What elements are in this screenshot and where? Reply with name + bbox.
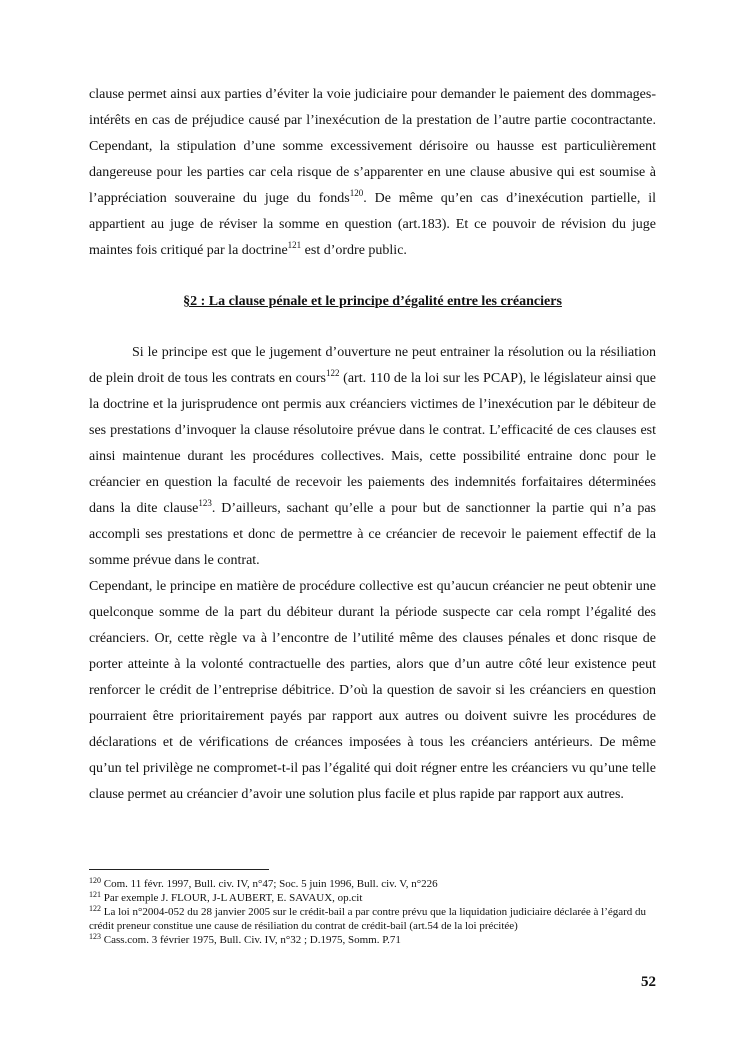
- footnote-separator: [89, 869, 269, 870]
- section-heading: §2 : La clause pénale et le principe d’égalité entre les créanciers: [183, 294, 562, 309]
- footnote-123: [89, 933, 656, 947]
- footnote-number: 123: [89, 932, 101, 941]
- footnote-ref: 123: [198, 498, 212, 508]
- text-run: Si le principe est que le jugement d’ouverture ne peut entrainer la résolution ou la résiliation de plein droit de tous les contrats en cours: [89, 345, 656, 386]
- page-number: 52: [641, 974, 656, 990]
- footnote-ref: 122: [326, 368, 340, 378]
- footnote-number: 121: [89, 890, 101, 899]
- footnote-number: 122: [89, 904, 101, 913]
- footnote-number: 120: [89, 876, 101, 885]
- text-run: est d’ordre public.: [301, 243, 407, 258]
- footnote-text: Par exemple J. FLOUR, J-L AUBERT, E. SAVAUX, op.cit: [101, 892, 363, 904]
- footnotes: [89, 877, 656, 947]
- footnote-text: La loi n°2004-052 du 28 janvier 2005 sur le crédit-bail a par contre prévu que la liquidation judiciaire déclarée à l’égard du crédit preneur constitue une cause de résiliation du contrat de crédit-bail (art.54 de la loi précitée): [89, 906, 647, 932]
- footnote-text: Cass.com. 3 février 1975, Bull. Civ. IV, n°32 ; D.1975, Somm. P.71: [101, 934, 401, 946]
- text-run: clause permet ainsi aux parties d’éviter la voie judiciaire pour demander le paiement des dommages-intérêts en cas de préjudice causé par l’inexécution de la prestation de l’autre partie cocontractante. Cependant, la stipulation d’une somme excessivement dérisoire ou hausse est particulièrement dangereuse pour les parties car cela risque de s’apparenter en une clause abusive qui est soumise à l’appréciation souveraine du juge du fonds: [89, 87, 656, 206]
- paragraph-clause-penale-revision: [89, 82, 656, 264]
- footnote-120: [89, 877, 656, 891]
- paragraph-jugement-ouverture: [89, 340, 656, 574]
- footnote-ref: 121: [287, 240, 302, 250]
- paragraph-egalite-creanciers: Cependant, le principe en matière de procédure collective est qu’aucun créancier ne peut obtenir une quelconque somme de la part du débiteur durant la période suspecte car cela rompt l’égalité des créanciers. Or, cette règle va à l’encontre de l’utilité même des clauses pénales et donc risque de porter atteinte à la volonté contractuelle des parties, alors que d’un autre côté leur existence peut renforcer le crédit de l’entreprise débitrice. D’où la question de savoir si les créanciers en question pourraient être prioritairement payés par rapport aux autres ou doivent suivre les procédures de déclarations et de vérifications de créances imposées à tous les créanciers antérieurs. De même qu’un tel privilège ne compromet-t-il pas l’égalité qui doit régner entre les créanciers vu qu’une telle clause permet au créancier d’avoir une solution plus facile et plus rapide par rapport aux autres.: [89, 579, 656, 802]
- footnote-text: Com. 11 févr. 1997, Bull. civ. IV, n°47; Soc. 5 juin 1996, Bull. civ. V, n°226: [101, 878, 438, 890]
- footnote-ref: 120: [349, 188, 364, 198]
- text-run: . D’ailleurs, sachant qu’elle a pour but de sanctionner la partie qui n’a pas accompli ses prestations et donc de permettre à ce créancier de recevoir le paiement effectif de la somme prévue dans le contrat.: [89, 501, 656, 568]
- footnote-122: [89, 905, 656, 933]
- text-run: (art. 110 de la loi sur les PCAP), le législateur ainsi que la doctrine et la jurisprudence ont permis aux créanciers victimes de l’inexécution par le débiteur de ses prestations d’invoquer la clause résolutoire prévue dans le contrat. L’efficacité de ces clauses est ainsi maintenue durant les procédures collectives. Mais, cette possibilité entraine donc pour le créancier en question la faculté de recevoir les paiements des indemnités forfaitaires déterminées dans la dite clause: [89, 371, 657, 516]
- footnote-121: [89, 891, 656, 905]
- text-run: . De même qu’en cas d’inexécution partielle, il appartient au juge de réviser la somme en question (art.183). Et ce pouvoir de révision du juge maintes fois critiqué par la doctrine: [89, 191, 656, 258]
- document-body: [89, 82, 656, 808]
